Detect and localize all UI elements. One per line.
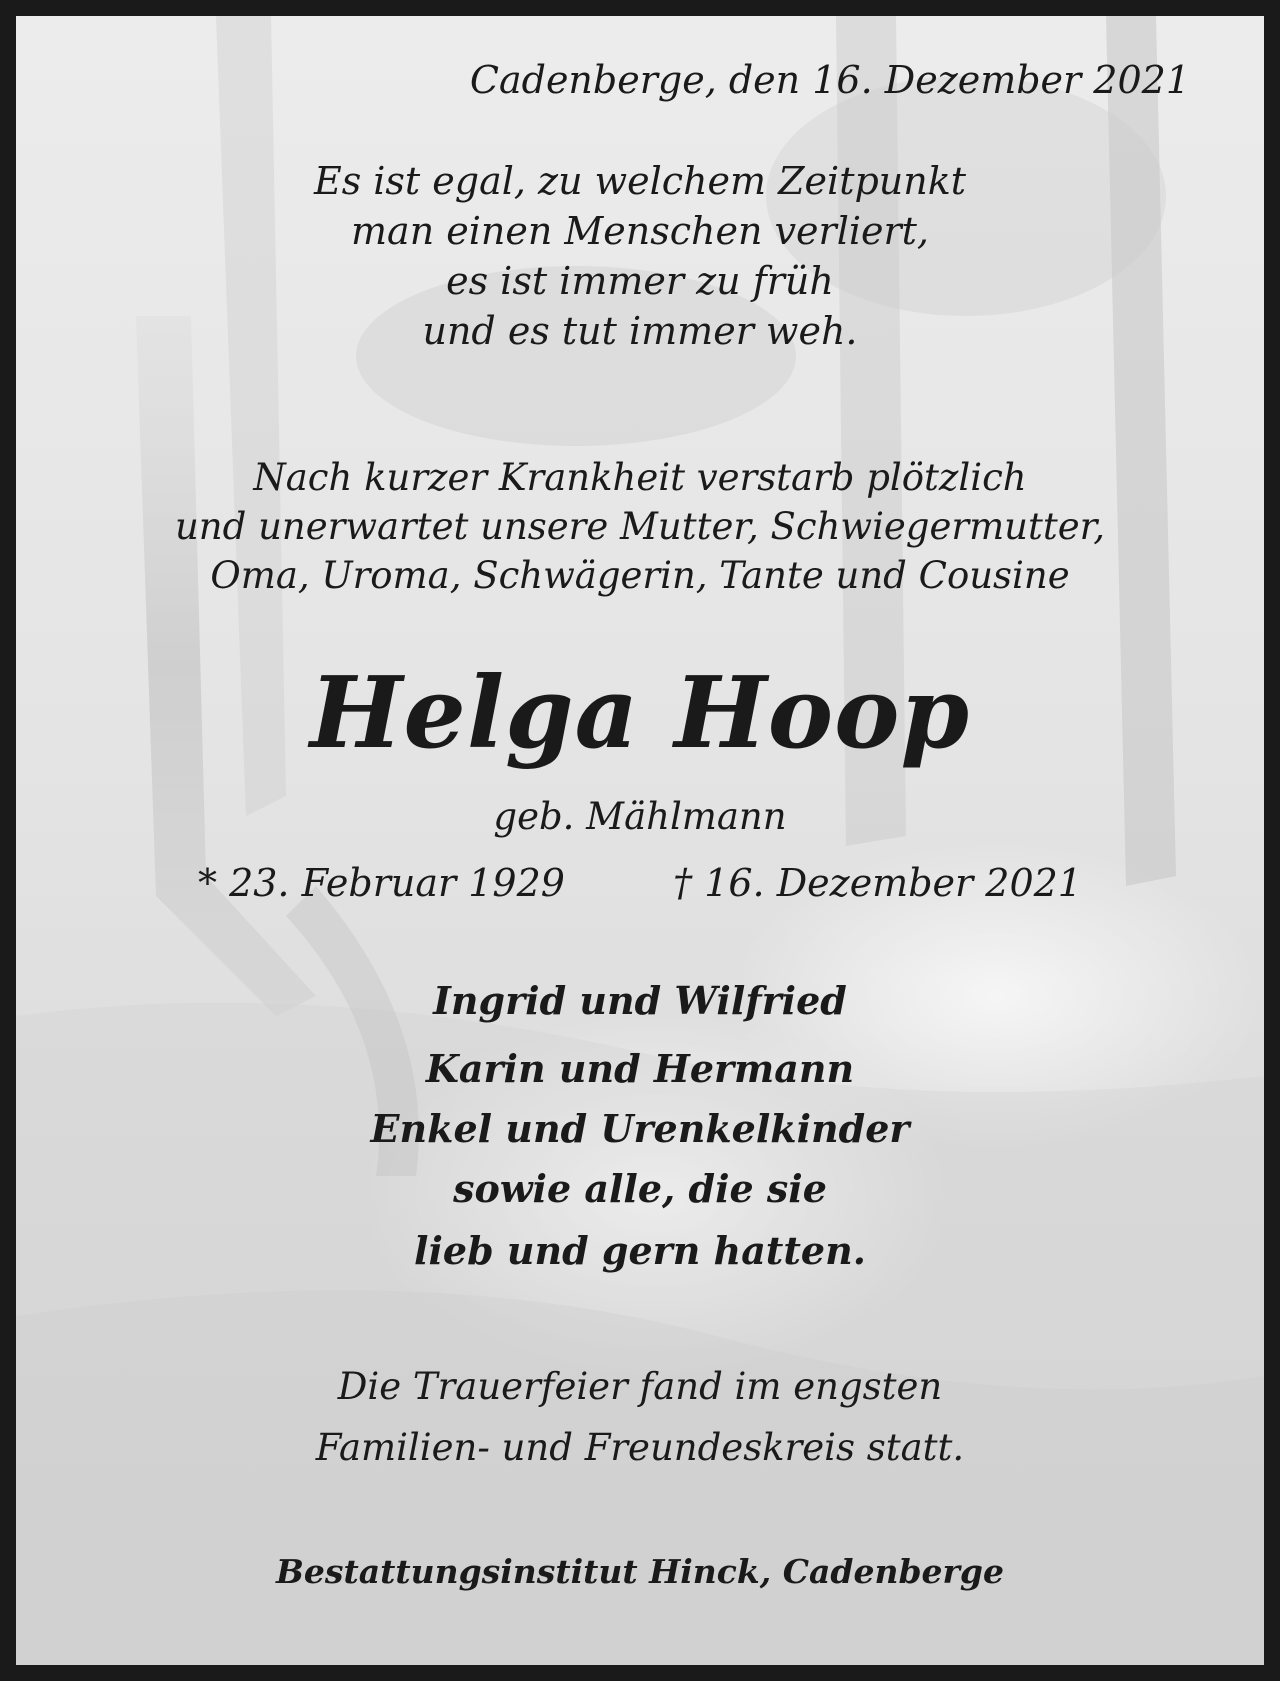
mourner-line: Enkel und Urenkelkinder [370,1106,910,1151]
death-date: † 16. Dezember 2021 [673,861,1082,905]
announcement-line: Oma, Uroma, Schwägerin, Tante und Cousine [210,554,1070,597]
ceremony-line: Die Trauerfeier fand im engsten [337,1365,943,1408]
mourner-line: sowie alle, die sie [453,1166,827,1211]
mourner-line: lieb und gern hatten. [414,1228,866,1273]
deceased-name: Helga Hoop [309,656,971,771]
ceremony-line: Familien- und Freundeskreis statt. [315,1426,965,1469]
undertaker: Bestattungsinstitut Hinck, Cadenberge [276,1552,1004,1591]
mourner-line: Karin und Hermann [425,1046,855,1091]
quote-line: man einen Menschen verliert, [351,209,929,253]
quote-line: Es ist egal, zu welchem Zeitpunkt [313,159,967,203]
quote-line: und es tut immer weh. [422,309,858,353]
obituary-notice [16,16,1264,1665]
quote-line: es ist immer zu früh [446,259,834,303]
maiden-name: geb. Mählmann [493,795,787,838]
birth-date: * 23. Februar 1929 [198,861,565,905]
mourner-line: Ingrid und Wilfried [433,978,847,1023]
place-date: Cadenberge, den 16. Dezember 2021 [469,58,1190,102]
announcement-line: Nach kurzer Krankheit verstarb plötzlich [253,456,1027,499]
life-dates [16,861,1264,905]
announcement-line: und unerwartet unsere Mutter, Schwiegermutter, [174,505,1106,548]
